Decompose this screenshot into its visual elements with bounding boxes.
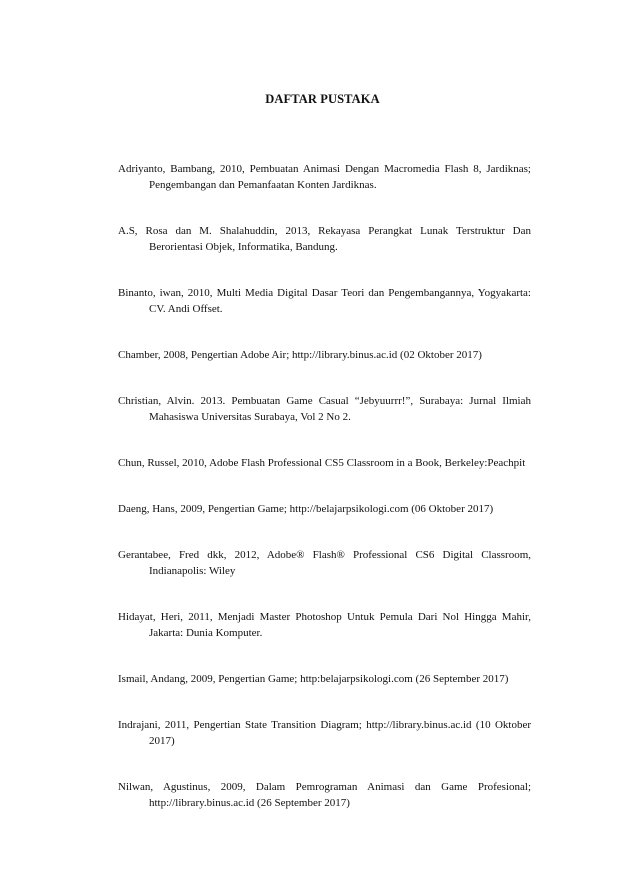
reference-entry: Indrajani, 2011, Pengertian State Transition Diagram; http://library.binus.ac.id (10 Oktober 2017) — [118, 719, 531, 747]
reference-entry: Chamber, 2008, Pengertian Adobe Air; http://library.binus.ac.id (02 Oktober 2017) — [118, 349, 482, 361]
reference-entry: Chun, Russel, 2010, Adobe Flash Professional CS5 Classroom in a Book, Berkeley:Peachpit — [118, 457, 526, 469]
page-title: DAFTAR PUSTAKA — [265, 92, 380, 106]
reference-entry: Nilwan, Agustinus, 2009, Dalam Pemrograman Animasi dan Game Profesional; http://library.binus.ac.id (26 September 2017) — [118, 781, 531, 809]
reference-entry: Daeng, Hans, 2009, Pengertian Game; http://belajarpsikologi.com (06 Oktober 2017) — [118, 503, 494, 515]
reference-entry: Ismail, Andang, 2009, Pengertian Game; http:belajarpsikologi.com (26 September 2017) — [118, 673, 509, 685]
reference-entry: Adriyanto, Bambang, 2010, Pembuatan Animasi Dengan Macromedia Flash 8, Jardiknas; Pengembangan dan Pemanfaatan Konten Jardiknas. — [118, 163, 531, 191]
reference-entry: Binanto, iwan, 2010, Multi Media Digital Dasar Teori dan Pengembangannya, Yogyakarta: CV. Andi Offset. — [118, 287, 531, 315]
reference-entry: Hidayat, Heri, 2011, Menjadi Master Photoshop Untuk Pemula Dari Nol Hingga Mahir, Jakarta: Dunia Komputer. — [118, 611, 531, 639]
reference-list — [118, 161, 531, 841]
reference-entry: A.S, Rosa dan M. Shalahuddin, 2013, Rekayasa Perangkat Lunak Terstruktur Dan Berorientasi Objek, Informatika, Bandung. — [118, 225, 531, 253]
reference-entry: Gerantabee, Fred dkk, 2012, Adobe® Flash® Professional CS6 Digital Classroom, Indianapolis: Wiley — [118, 549, 531, 577]
reference-entry: Christian, Alvin. 2013. Pembuatan Game Casual “Jebyuurrr!”, Surabaya: Jurnal Ilmiah Mahasiswa Universitas Surabaya, Vol 2 No 2. — [118, 395, 531, 423]
